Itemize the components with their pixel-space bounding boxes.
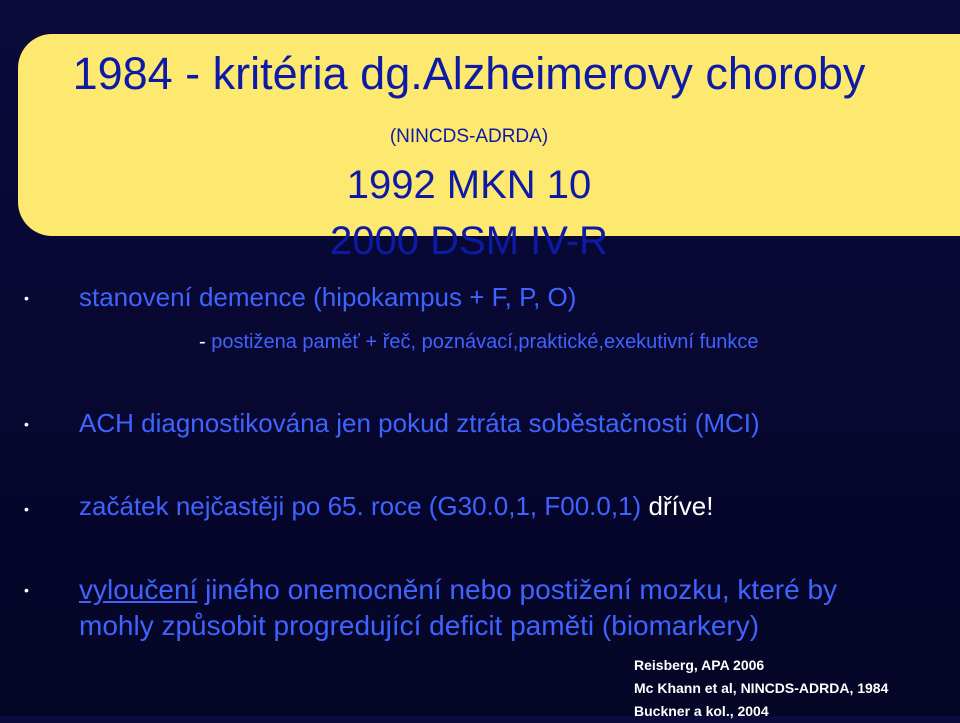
title-line-1: 1984 - kritéria dg.Alzheimerovy choroby: [72, 48, 866, 99]
title-line-3: 1992 MKN 10: [346, 163, 592, 207]
bullet-text-4-line-2: mohly způsobit progredující deficit paměti (biomarkery): [79, 610, 760, 641]
bullet-text-3: [79, 491, 713, 521]
reference-2: Mc Khann et al, NINCDS-ADRDA, 1984: [634, 680, 889, 696]
bullet-dot-2: •: [24, 416, 29, 432]
reference-1: Reisberg, APA 2006: [634, 657, 765, 673]
bullet-4-rest: jiného onemocnění nebo postižení mozku, které by: [205, 574, 838, 605]
sub-dash: -: [199, 331, 206, 353]
bullet-3-accent: dříve!: [648, 491, 714, 521]
bullet-dot-4: •: [24, 582, 29, 598]
bullet-dot-3: •: [24, 501, 29, 517]
bullet-3-main: začátek nejčastěji po 65. roce (G30.0,1, F00.0,1): [79, 491, 642, 521]
bullet-sub-1: [199, 330, 758, 354]
sub-text: postižena paměť + řeč, poznávací,praktické,exekutivní funkce: [211, 331, 759, 353]
title-box: [18, 34, 960, 263]
title-line-2: (NINCDS-ADRDA): [389, 126, 549, 147]
bullet-dot-1: •: [24, 290, 29, 306]
bullet-text-1: stanovení demence (hipokampus + F, P, O): [79, 282, 577, 312]
reference-3: Buckner a kol., 2004: [634, 703, 769, 719]
bullet-text-4: [79, 573, 837, 607]
bullet-4-underlined: vyloučení: [79, 574, 198, 605]
references: [634, 654, 888, 723]
bullet-text-2: ACH diagnostikována jen pokud ztráta soběstačnosti (MCI): [79, 408, 760, 438]
title-line-4: 2000 DSM IV-R: [330, 219, 608, 263]
